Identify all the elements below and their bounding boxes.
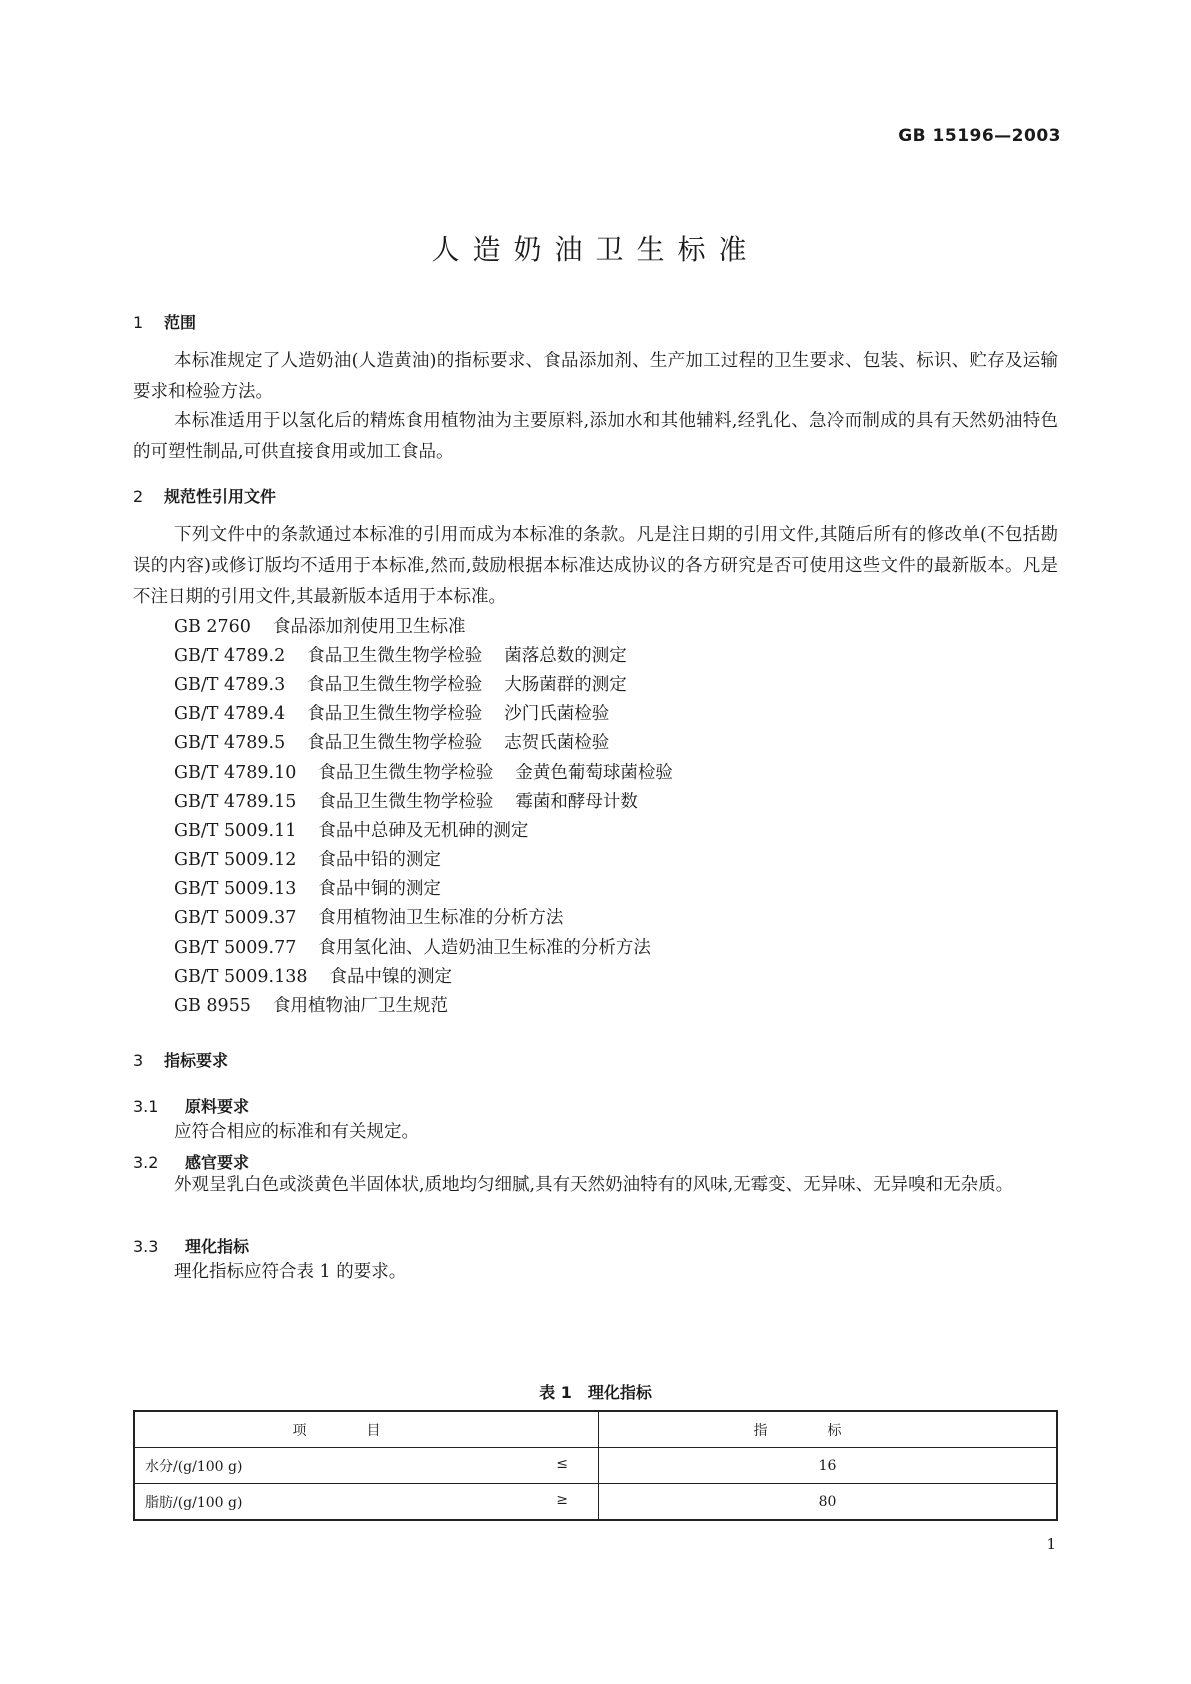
reference-title: 食品卫生微生物学检验 (307, 733, 483, 753)
comparison-symbol: ≥ (556, 1491, 568, 1508)
reference-title: 食用植物油厂卫生规范 (272, 996, 448, 1016)
reference-code: GB/T 5009.13 (174, 879, 297, 899)
section-1-paragraph-2: 本标准适用于以氢化后的精炼食用植物油为主要原料,添加水和其他辅料,经乳化、急冷而制成的具有天然奶油特色的可塑性制品,可供直接食用或加工食品。 (133, 411, 1058, 462)
reference-code: GB 8955 (174, 996, 251, 1016)
section-1-paragraph-1: 本标准规定了人造奶油(人造黄油)的指标要求、食品添加剂、生产加工过程的卫生要求、包装、标识、贮存及运输要求和检验方法。 (133, 351, 1058, 402)
reference-subtitle: 大肠菌群的测定 (504, 675, 627, 695)
reference-code: GB/T 4789.5 (174, 733, 286, 753)
reference-title: 食用植物油卫生标准的分析方法 (318, 908, 564, 928)
section-2-heading (133, 484, 276, 507)
row-item: 水分/(g/100 g) ≤ (134, 1448, 599, 1484)
table-header-row (134, 1411, 1057, 1448)
page-title: 人造奶油卫生标准 (431, 233, 760, 266)
section-number: 3.1 (133, 1097, 159, 1116)
reference-item (174, 671, 627, 696)
reference-item (174, 700, 609, 725)
reference-subtitle: 沙门氏菌检验 (504, 704, 610, 724)
reference-item (174, 759, 673, 784)
section-3-1-heading (133, 1094, 249, 1117)
section-3-3-heading (133, 1234, 249, 1257)
reference-title: 食品中铜的测定 (318, 879, 441, 899)
table-row (134, 1448, 1057, 1484)
section-3-2-text: 外观呈乳白色或淡黄色半固体状,质地均匀细腻,具有天然奶油特有的风味,无霉变、无异味、无异嗅和无杂质。 (174, 1175, 1014, 1195)
reference-code: GB/T 4789.15 (174, 792, 297, 812)
section-number: 3.3 (133, 1237, 159, 1256)
reference-code: GB/T 4789.10 (174, 763, 297, 783)
reference-item (174, 788, 638, 813)
reference-subtitle: 志贺氏菌检验 (504, 733, 610, 753)
reference-code: GB/T 5009.77 (174, 938, 297, 958)
reference-title: 食品中镍的测定 (329, 967, 452, 987)
section-2-paragraph: 下列文件中的条款通过本标准的引用而成为本标准的条款。凡是注日期的引用文件,其随后所有的修改单(不包括勘误的内容)或修订版均不适用于本标准,然而,鼓励根据本标准达成协议的各方研究是否可使用这些文件的最新版本。凡是不注日期的引用文件,其最新版本适用于本标准。 (133, 525, 1058, 607)
reference-code: GB/T 5009.12 (174, 850, 297, 870)
reference-title: 食品卫生微生物学检验 (307, 675, 483, 695)
table-caption-title: 理化指标 (587, 1383, 652, 1402)
reference-item (174, 846, 441, 871)
section-number: 1 (133, 313, 144, 332)
reference-title: 食品卫生微生物学检验 (318, 763, 494, 783)
section-3-1-text: 应符合相应的标准和有关规定。 (174, 1122, 419, 1142)
reference-item (174, 613, 465, 638)
table-caption-number: 表 1 (539, 1383, 572, 1402)
section-title: 指标要求 (164, 1051, 229, 1070)
reference-item (174, 817, 528, 842)
row-value: 80 (599, 1484, 1058, 1521)
page-number: 1 (1046, 1535, 1056, 1553)
section-number: 2 (133, 487, 144, 506)
reference-title: 食品中总砷及无机砷的测定 (318, 821, 529, 841)
header-item: 项目 (134, 1411, 599, 1448)
section-title: 范围 (164, 313, 197, 332)
reference-subtitle: 菌落总数的测定 (504, 646, 627, 666)
reference-item (174, 992, 448, 1017)
section-1-heading (133, 310, 196, 333)
reference-subtitle: 金黄色葡萄球菌检验 (515, 763, 673, 783)
comparison-symbol: ≤ (556, 1455, 568, 1472)
row-item: 脂肪/(g/100 g) ≥ (134, 1484, 599, 1521)
reference-code: GB/T 4789.4 (174, 704, 286, 724)
reference-item (174, 875, 441, 900)
reference-item (174, 904, 563, 929)
physicochemical-table (133, 1410, 1058, 1521)
section-title: 规范性引用文件 (164, 487, 277, 506)
section-title: 理化指标 (185, 1237, 250, 1256)
reference-title: 食品卫生微生物学检验 (307, 646, 483, 666)
reference-code: GB/T 5009.37 (174, 908, 297, 928)
reference-code: GB 2760 (174, 617, 251, 637)
section-number: 3.2 (133, 1153, 159, 1172)
reference-item (174, 963, 452, 988)
reference-title: 食品中铅的测定 (318, 850, 441, 870)
reference-item (174, 729, 609, 754)
reference-code: GB/T 4789.3 (174, 675, 286, 695)
table-row (134, 1484, 1057, 1521)
reference-title: 食品卫生微生物学检验 (318, 792, 494, 812)
reference-title: 食品添加剂使用卫生标准 (272, 617, 466, 637)
reference-item (174, 642, 627, 667)
reference-code: GB/T 5009.138 (174, 967, 308, 987)
section-3-heading (133, 1048, 228, 1071)
section-number: 3 (133, 1051, 144, 1070)
header-value: 指标 (599, 1411, 1058, 1448)
reference-title: 食品卫生微生物学检验 (307, 704, 483, 724)
row-value: 16 (599, 1448, 1058, 1484)
reference-title: 食用氢化油、人造奶油卫生标准的分析方法 (318, 938, 651, 958)
section-title: 感官要求 (185, 1153, 250, 1172)
table-caption (0, 1380, 1191, 1403)
reference-subtitle: 霉菌和酵母计数 (515, 792, 638, 812)
standard-code: GB 15196—2003 (898, 126, 1061, 146)
reference-code: GB/T 5009.11 (174, 821, 297, 841)
section-title: 原料要求 (185, 1097, 250, 1116)
section-3-3-text: 理化指标应符合表 1 的要求。 (174, 1262, 407, 1282)
reference-code: GB/T 4789.2 (174, 646, 286, 666)
reference-item (174, 934, 651, 959)
